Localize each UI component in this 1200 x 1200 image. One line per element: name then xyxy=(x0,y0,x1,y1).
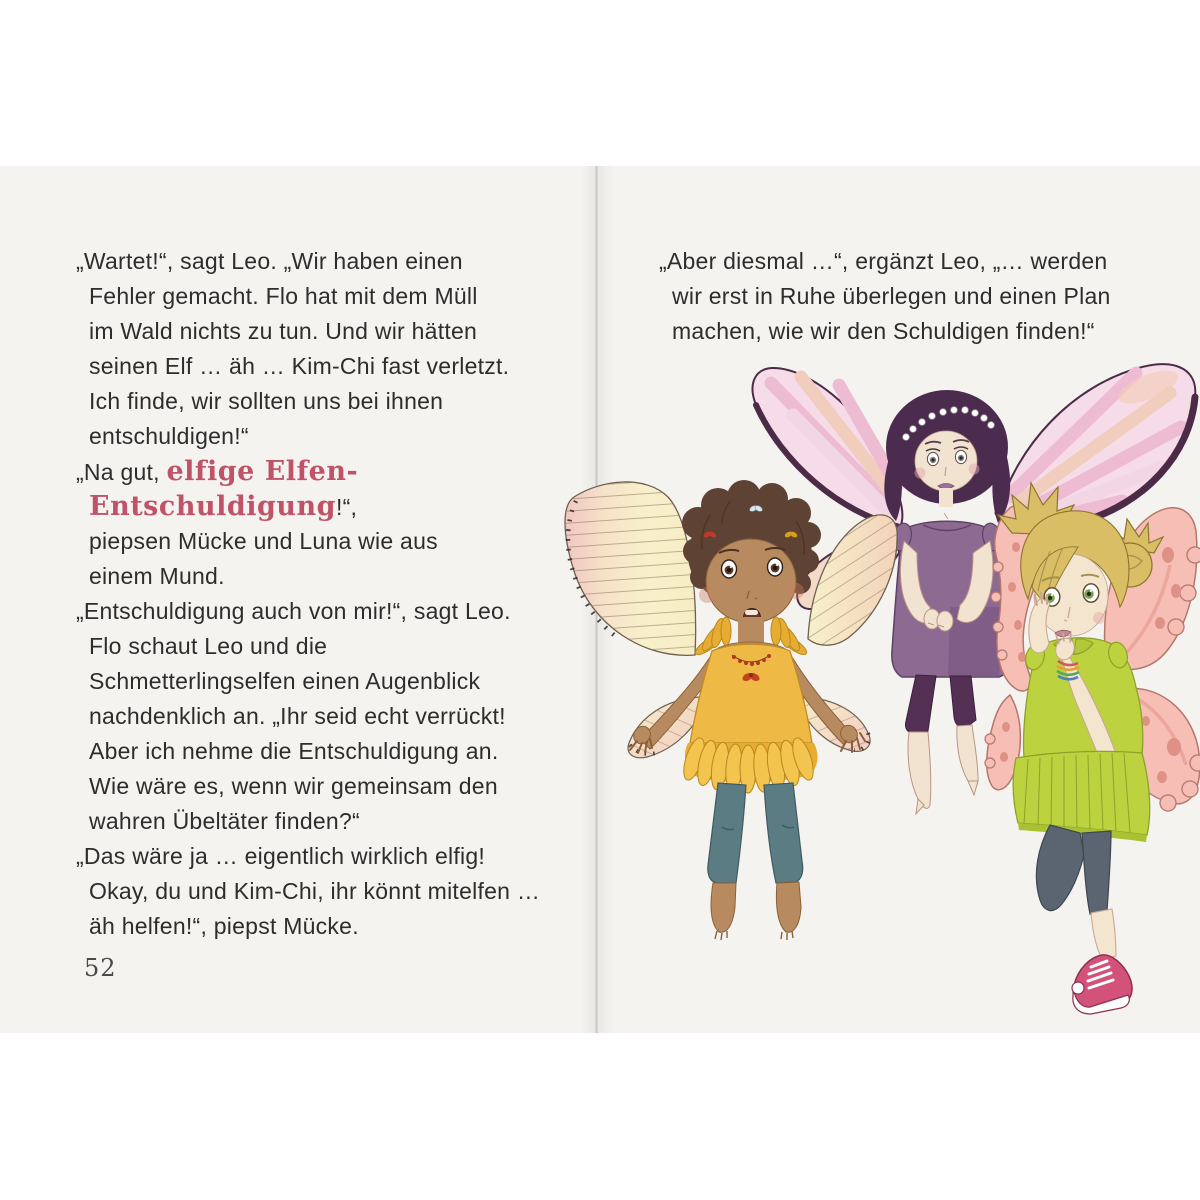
text-line xyxy=(659,244,1111,279)
text-segment: wahren Übeltäter finden?“ xyxy=(89,808,360,834)
accent-text: Entschuldigung xyxy=(89,491,336,522)
text-line xyxy=(76,699,540,734)
text-segment: Okay, du und Kim-Chi, ihr könnt mitelfen … xyxy=(89,878,541,904)
pink-sneaker xyxy=(1072,955,1132,1014)
text-segment: Fehler gemacht. Flo hat mit dem Müll xyxy=(89,283,478,309)
page-number: 52 xyxy=(84,954,117,982)
text-segment: !“, xyxy=(336,494,358,520)
text-segment: einem Mund. xyxy=(89,563,225,589)
text-line xyxy=(76,489,540,524)
text-segment: Schmetterlingselfen einen Augenblick xyxy=(89,668,481,694)
text-line xyxy=(76,244,540,279)
text-segment: „Aber diesmal …“, ergänzt Leo, „… werden xyxy=(659,248,1108,274)
fairy-right-body xyxy=(998,483,1163,1014)
fairy-left xyxy=(565,480,897,940)
text-line xyxy=(76,629,540,664)
text-segment: machen, wie wir den Schuldigen finden!“ xyxy=(672,318,1095,344)
text-line xyxy=(76,349,540,384)
text-segment: äh helfen!“, piepst Mücke. xyxy=(89,913,359,939)
text-line xyxy=(76,524,540,559)
text-segment: im Wald nichts zu tun. Und wir hätten xyxy=(89,318,478,344)
text-segment: „Na gut, xyxy=(76,459,167,485)
text-line xyxy=(76,734,540,769)
text-line xyxy=(76,839,540,874)
book-spread xyxy=(0,166,1200,1033)
text-segment: Aber ich nehme die Entschuldigung an. xyxy=(89,738,499,764)
text-line xyxy=(76,559,540,594)
text-line xyxy=(76,804,540,839)
text-line xyxy=(76,279,540,314)
fairy-right xyxy=(985,483,1200,1014)
text-line xyxy=(76,874,540,909)
text-line xyxy=(76,454,540,489)
text-line xyxy=(659,314,1111,349)
text-line xyxy=(76,664,540,699)
text-segment: nachdenklich an. „Ihr seid echt verrückt! xyxy=(89,703,506,729)
text-segment: wir erst in Ruhe überlegen und einen Plan xyxy=(672,283,1111,309)
text-segment: entschuldigen!“ xyxy=(89,423,249,449)
text-line xyxy=(659,279,1111,314)
text-segment: „Entschuldigung auch von mir!“, sagt Leo. xyxy=(76,598,511,624)
text-line xyxy=(76,769,540,804)
text-segment: Flo schaut Leo und die xyxy=(89,633,328,659)
text-segment: piepsen Mücke und Luna wie aus xyxy=(89,528,438,554)
fairy-illustration xyxy=(550,355,1200,1035)
right-page-text xyxy=(659,244,1111,349)
text-segment: Wie wäre es, wenn wir gemeinsam den xyxy=(89,773,498,799)
accent-text: elfige Elfen- xyxy=(166,456,359,487)
text-segment: seinen Elf … äh … Kim-Chi fast verletzt. xyxy=(89,353,510,379)
text-segment: „Das wäre ja … eigentlich wirklich elfig! xyxy=(76,843,486,869)
text-segment: „Wartet!“, sagt Leo. „Wir haben einen xyxy=(76,248,463,274)
text-line xyxy=(76,314,540,349)
text-line xyxy=(76,384,540,419)
clasped-hands xyxy=(924,609,953,631)
text-line xyxy=(76,909,540,944)
text-segment: Ich finde, wir sollten uns bei ihnen xyxy=(89,388,444,414)
left-page-text xyxy=(76,244,540,944)
text-line xyxy=(76,419,540,454)
text-line xyxy=(76,594,540,629)
